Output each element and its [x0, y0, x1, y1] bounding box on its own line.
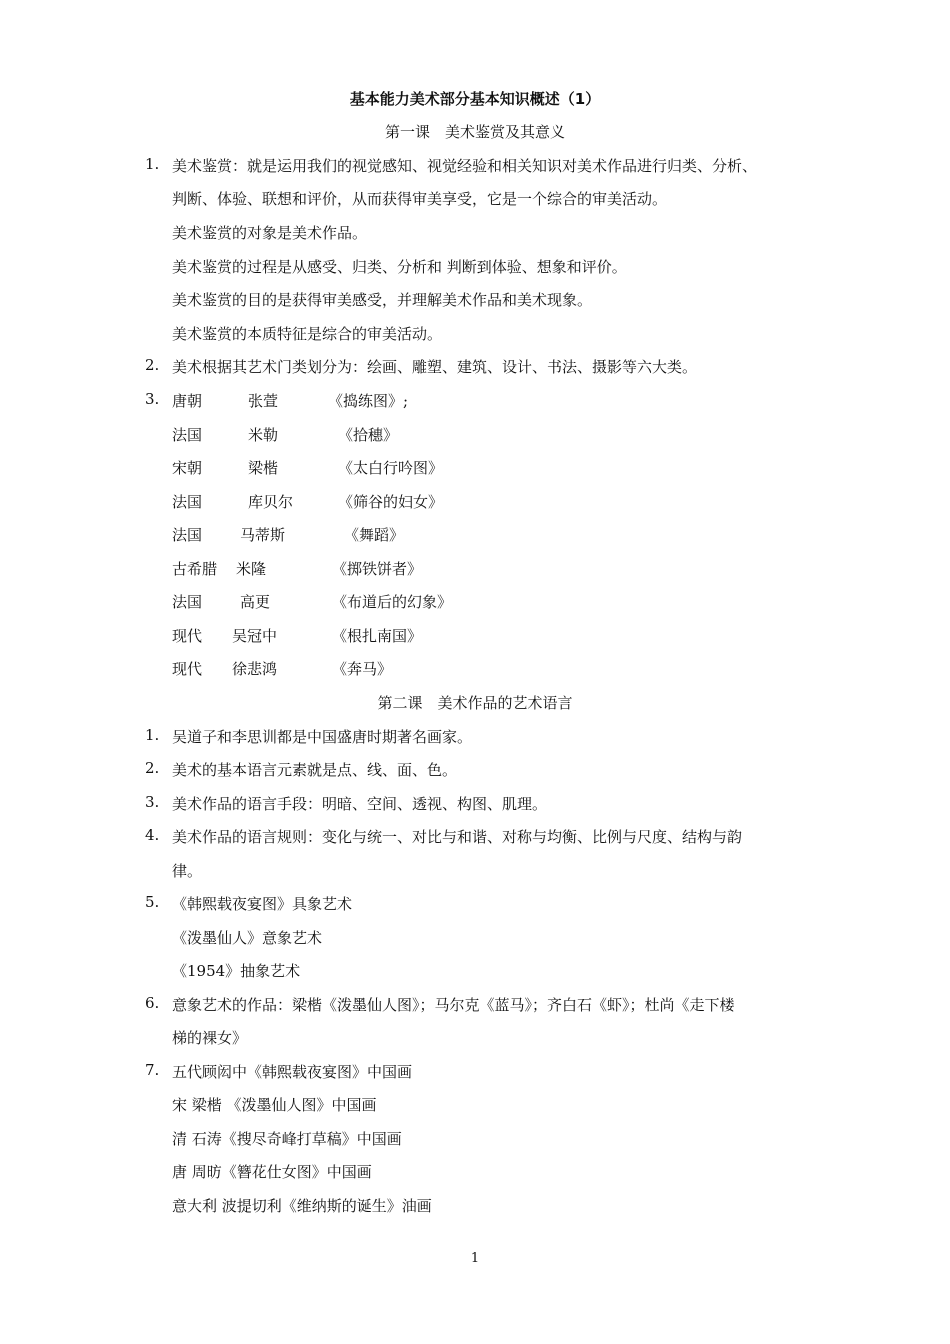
list-item-text: 意象艺术的作品：梁楷《泼墨仙人图》；马尔克《蓝马》；齐白石《虾》；杜尚《走下楼 [172, 996, 735, 1014]
list-subitem: 《1954》抽象艺术 [172, 962, 301, 980]
list-number: 2. [145, 759, 160, 777]
list-item-text: 美术作品的语言规则：变化与统一、对比与和谐、对称与均衡、比例与尺度、结构与韵 [172, 828, 743, 846]
artwork-country: 法国 [172, 526, 203, 544]
list-subitem: 美术鉴赏的过程是从感受、归类、分析和 判断到体验、想象和评价。 [172, 258, 627, 276]
lesson1-heading: 第一课 美术鉴赏及其意义 [384, 123, 565, 141]
document-title: 基本能力美术部分基本知识概述（1） [349, 90, 601, 108]
artwork-artist: 马蒂斯 [240, 526, 286, 544]
list-item-text: 美术作品的语言手段：明暗、空间、透视、构图、肌理。 [172, 795, 548, 813]
artwork-country: 唐朝 [172, 392, 203, 410]
list-subitem: 宋 梁楷 《泼墨仙人图》中国画 [172, 1096, 377, 1114]
lesson2-heading: 第二课 美术作品的艺术语言 [377, 694, 573, 712]
artwork-country: 法国 [172, 593, 203, 611]
artwork-artist: 高更 [240, 593, 271, 611]
artwork-title: 《筛谷的妇女》 [338, 493, 444, 511]
artwork-artist: 米勒 [248, 426, 279, 444]
list-item-text: 《韩熙载夜宴图》具象艺术 [172, 895, 353, 913]
artwork-title: 《拾穗》 [338, 426, 399, 444]
list-number: 2. [145, 356, 160, 374]
list-item-text: 吴道子和李思训都是中国盛唐时期著名画家。 [172, 728, 473, 746]
artwork-title: 《掷铁饼者》 [332, 560, 423, 578]
list-item-text: 美术鉴赏：就是运用我们的视觉感知、视觉经验和相关知识对美术作品进行归类、分析、 [172, 157, 758, 175]
artwork-title: 《舞蹈》 [344, 526, 405, 544]
list-subitem: 美术鉴赏的目的是获得审美感受，并理解美术作品和美术现象。 [172, 291, 593, 309]
artwork-artist: 库贝尔 [248, 493, 294, 511]
list-number: 1. [145, 726, 160, 744]
list-item-text-cont: 梯的裸女》 [172, 1029, 248, 1047]
page-number: 1 [470, 1251, 480, 1266]
artwork-title: 《布道后的幻象》 [332, 593, 453, 611]
artwork-title: 《奔马》 [332, 660, 393, 678]
artwork-artist: 徐悲鸿 [232, 660, 278, 678]
artwork-artist: 张萱 [248, 392, 279, 410]
artwork-title: 《捣练图》; [328, 392, 409, 410]
artwork-title: 《根扎南国》 [332, 627, 423, 645]
list-item-text: 美术根据其艺术门类划分为：绘画、雕塑、建筑、设计、书法、摄影等六大类。 [172, 358, 698, 376]
list-item-text-cont: 律。 [172, 862, 203, 880]
list-subitem: 美术鉴赏的对象是美术作品。 [172, 224, 368, 242]
list-number: 7. [145, 1061, 160, 1079]
list-subitem: 唐 周昉《簪花仕女图》中国画 [172, 1163, 372, 1181]
list-item-text-cont: 判断、体验、联想和评价，从而获得审美享受，它是一个综合的审美活动。 [172, 190, 668, 208]
list-number: 4. [145, 826, 160, 844]
list-number: 3. [145, 793, 160, 811]
artwork-title: 《太白行吟图》 [338, 459, 444, 477]
list-number: 3. [145, 390, 160, 408]
list-number: 1. [145, 155, 160, 173]
list-subitem: 清 石涛《搜尽奇峰打草稿》中国画 [172, 1130, 402, 1148]
artwork-artist: 梁楷 [248, 459, 279, 477]
artwork-country: 现代 [172, 660, 203, 678]
artwork-country: 现代 [172, 627, 203, 645]
list-item-text: 美术的基本语言元素就是点、线、面、色。 [172, 761, 458, 779]
list-number: 6. [145, 994, 160, 1012]
list-item-text: 五代顾闳中《韩熙载夜宴图》中国画 [172, 1063, 413, 1081]
list-number: 5. [145, 893, 160, 911]
artwork-country: 法国 [172, 426, 203, 444]
artwork-country: 法国 [172, 493, 203, 511]
list-subitem: 意大利 波提切利《维纳斯的诞生》油画 [172, 1197, 432, 1215]
artwork-artist: 米隆 [236, 560, 267, 578]
artwork-artist: 吴冠中 [232, 627, 278, 645]
list-subitem: 《泼墨仙人》意象艺术 [172, 929, 323, 947]
list-subitem: 美术鉴赏的本质特征是综合的审美活动。 [172, 325, 443, 343]
artwork-country: 宋朝 [172, 459, 203, 477]
artwork-country: 古希腊 [172, 560, 218, 578]
